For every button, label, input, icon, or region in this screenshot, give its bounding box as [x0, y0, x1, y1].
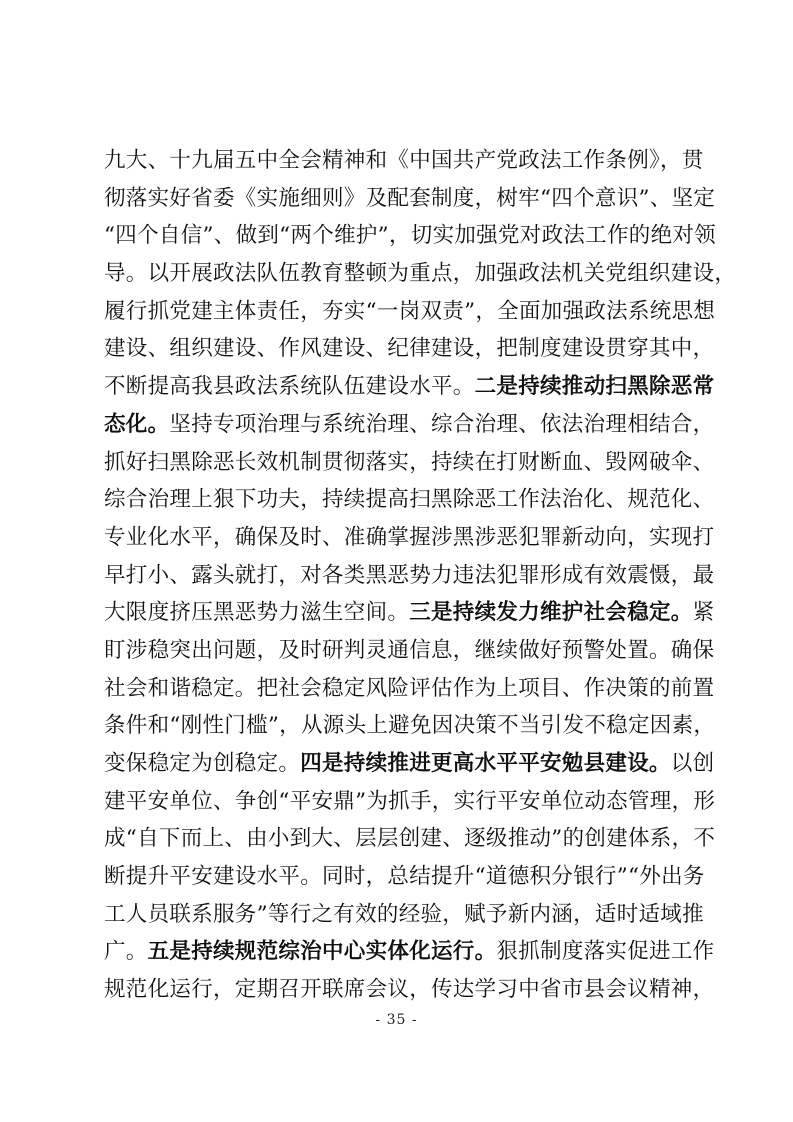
body-text-segment: 彻落实好省委《实施细则》及配套制度，树牢“四个意识”、坚定: [104, 185, 716, 211]
body-text: [104, 142, 737, 1009]
text-line: [104, 858, 705, 896]
body-text-segment: 抓好扫黑除恶长效机制贯彻落实，持续在打财断血、毁网破伞、: [104, 449, 715, 475]
body-text-segment: 狠抓制度落实促进工作: [496, 939, 715, 965]
text-line: [104, 255, 737, 293]
text-line: [104, 896, 704, 934]
text-line: [104, 707, 716, 745]
text-line: [104, 481, 715, 519]
text-line: [104, 180, 716, 218]
text-line: [104, 933, 715, 971]
body-text-segment: 规范化运行，定期召开联席会议，传达学习中省市县会议精神，: [104, 977, 715, 1003]
text-line: [104, 670, 715, 708]
body-text-segment: 广。: [104, 939, 148, 965]
text-line: [104, 820, 716, 858]
body-text-segment: 条件和“刚性门槛”，从源头上避免因决策不当引发不稳定因素，: [104, 713, 716, 739]
text-line: [104, 557, 715, 595]
body-text-segment: 早打小、露头就打，对各类黑恶势力违法犯罪形成有效震慑，最: [104, 562, 715, 588]
body-text-segment: 导。以开展政法队伍教育整顿为重点，加强政法机关党组织建设，: [104, 261, 737, 287]
page-number: - 35 -: [375, 1012, 418, 1028]
body-text-segment: 以创: [670, 751, 715, 776]
text-line: [104, 330, 715, 368]
body-text-segment: 盯涉稳突出问题，及时研判灵通信息，继续做好预警处置。确保: [104, 637, 715, 663]
body-text-segment: 断提升平安建设水平。同时，总结提升“道德积分银行”“外出务: [104, 864, 705, 890]
text-line: [104, 971, 715, 1009]
text-line: [104, 745, 715, 783]
body-text-segment: 社会和谐稳定。把社会稳定风险评估作为上项目、作决策的前置: [104, 675, 715, 701]
body-text-segment: 变保稳定为创稳定。: [104, 751, 301, 776]
text-line: [104, 783, 716, 821]
text-line: [104, 293, 716, 331]
bold-heading-text: 四是持续推进更高水平平安勉县建设。: [300, 751, 671, 776]
text-line: [104, 406, 715, 444]
text-line: [104, 519, 715, 557]
bold-heading-text: 二是持续推动扫黑除恶常: [474, 374, 715, 400]
body-text-segment: 综合治理上狠下功夫，持续提高扫黑除恶工作法治化、规范化、: [104, 487, 715, 513]
text-line: [104, 632, 715, 670]
text-line: [104, 217, 716, 255]
bold-heading-text: 三是持续发力维护社会稳定。: [409, 600, 693, 626]
text-line: [104, 444, 715, 482]
bold-heading-text: 态化。: [104, 411, 170, 437]
text-line: [104, 142, 704, 180]
body-text-segment: 不断提高我县政法系统队伍建设水平。: [104, 374, 475, 400]
body-text-segment: 建设、组织建设、作风建设、纪律建设，把制度建设贯穿其中，: [104, 336, 715, 362]
body-text-segment: 建平安单位、争创“平安鼎”为抓手，实行平安单位动态管理，形: [104, 788, 716, 814]
body-text-segment: 成“自下而上、由小到大、层层创建、逐级推动”的创建体系，不: [104, 826, 716, 852]
bold-heading-text: 五是持续规范综治中心实体化运行。: [147, 939, 497, 965]
body-text-segment: 坚持专项治理与系统治理、综合治理、依法治理相结合，: [169, 411, 715, 437]
text-line: [104, 594, 715, 632]
body-text-segment: 九大、十九届五中全会精神和《中国共产党政法工作条例》，贯: [104, 148, 704, 173]
body-text-segment: “四个自信”、做到“两个维护”，切实加强党对政法工作的绝对领: [104, 223, 716, 249]
body-text-segment: 大限度挤压黑恶势力滋生空间。: [104, 600, 410, 626]
text-line: [104, 368, 715, 406]
body-text-segment: 紧: [692, 600, 715, 626]
body-text-segment: 专业化水平，确保及时、准确掌握涉黑涉恶犯罪新动向，实现打: [104, 524, 715, 550]
body-text-segment: 工人员联系服务”等行之有效的经验，赋予新内涵，适时适域推: [104, 901, 704, 927]
body-text-segment: 履行抓党建主体责任，夯实“一岗双责”，全面加强政法系统思想: [104, 298, 716, 324]
